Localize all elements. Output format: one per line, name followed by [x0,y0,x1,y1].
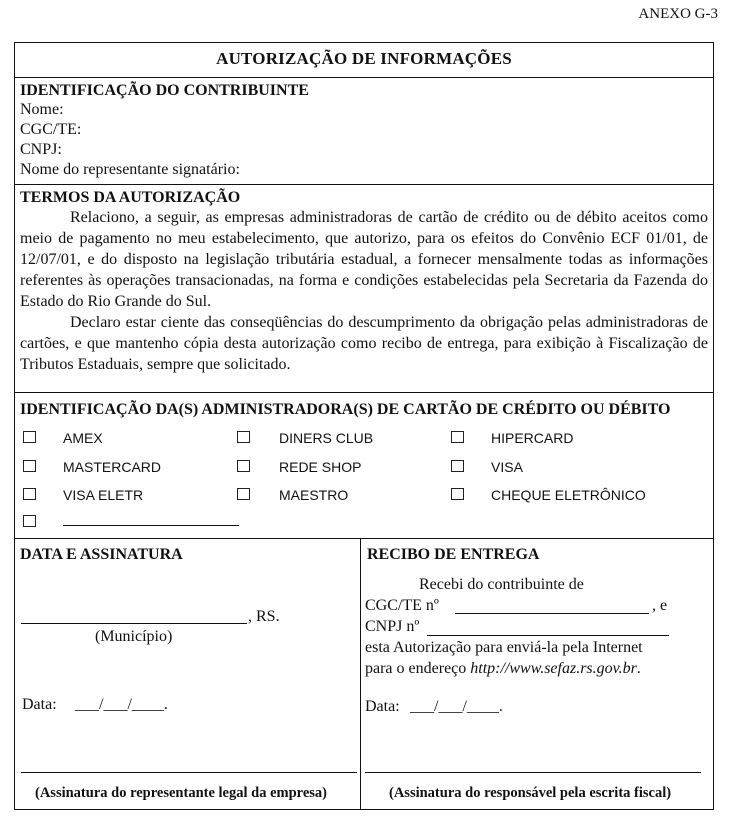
address-prefix: para o endereço [365,660,467,677]
authorization-form [14,42,714,810]
receipt-date-label: Data: [365,698,400,715]
receipt-cgc-te-field[interactable] [455,613,649,614]
other-checkbox[interactable] [23,515,36,527]
receipt-heading: RECIBO DE ENTREGA [367,546,540,563]
received-text: Recebi do contribuinte de [419,576,584,593]
rede-shop-label: REDE SHOP [279,459,362,475]
maestro-checkbox[interactable] [237,488,250,500]
administrators-section [15,392,713,538]
municipality-field[interactable] [21,623,247,624]
mastercard-checkbox[interactable] [23,460,36,472]
date-field[interactable]: ___/___/____. [75,696,168,713]
visa-eletr-label: VISA ELETR [63,487,144,503]
fiscal-responsible-signature-line [365,772,701,773]
date-signature-heading: DATA E ASSINATURA [20,546,183,563]
annex-label: ANEXO G-3 [638,6,718,22]
hipercard-label: HIPERCARD [491,430,574,446]
receipt-cnpj-field[interactable] [427,635,669,636]
diners-club-checkbox[interactable] [237,431,250,443]
cgc-suffix: , e [652,597,668,614]
amex-label: AMEX [63,430,103,446]
bottom-section [15,538,713,809]
cnpj-field[interactable]: CNPJ: [20,141,62,158]
terms-paragraph-1: Relaciono, a seguir, as empresas administradoras de cartão de crédito ou de débito aceitos como meio de pagamento no meu estabelecimento, que autorizo, para os efeitos do Convênio ECF 01/01, de 12/07/01, e do disposto na legislação tributária estadual, a fornecer mensalmente todas as informações referentes às operações transacionadas, na forma e condições estabelecidas pela Secretaria da Fazenda do Estado do Rio Grande do Sul. [20,209,708,310]
administrators-heading: IDENTIFICAÇÃO DA(S) ADMINISTRADORA(S) DE CARTÃO DE CRÉDITO OU DÉBITO [20,401,671,418]
mastercard-label: MASTERCARD [63,459,162,475]
other-administrator-field[interactable] [63,525,239,526]
cgc-te-label: CGC/TE nº [365,597,439,614]
legal-representative-signature-line [21,772,357,773]
fiscal-responsible-signature-caption: (Assinatura do responsável pela escrita fiscal) [389,785,672,801]
authorization-text: esta Autorização para enviá-la pela Internet [365,639,643,656]
cnpj-label: CNPJ nº [365,618,420,635]
cheque-eletronico-checkbox[interactable] [451,488,464,500]
form-title: AUTORIZAÇÃO DE INFORMAÇÕES [216,49,512,68]
bottom-divider [360,539,361,809]
municipality-caption: (Município) [95,628,173,645]
cheque-eletronico-label: CHEQUE ELETRÔNICO [491,487,646,503]
sefaz-url-link[interactable]: http://www.sefaz.rs.gov.br [470,660,637,677]
diners-club-label: DINERS CLUB [279,430,374,446]
maestro-label: MAESTRO [279,487,349,503]
state-suffix: , RS. [248,608,280,625]
contributor-heading: IDENTIFICAÇÃO DO CONTRIBUINTE [20,82,309,99]
address-line [365,659,641,679]
contributor-section [15,77,713,182]
visa-label: VISA [491,459,523,475]
name-field[interactable]: Nome: [20,101,64,118]
date-label: Data: [22,696,57,713]
representative-name-field[interactable]: Nome do representante signatário: [20,161,240,178]
terms-paragraph-2: Declaro estar ciente das conseqüências do descumprimento da obrigação pelas administradoras de cartões, e que mantenho cópia desta autorização como recibo de entrega, para exibição à Fiscalização de Tributos Estaduais, sempre que solicitado. [20,314,708,373]
terms-section [15,184,713,383]
amex-checkbox[interactable] [23,431,36,443]
terms-heading: TERMOS DA AUTORIZAÇÃO [20,189,241,206]
visa-eletr-checkbox[interactable] [23,488,36,500]
cgc-te-field[interactable]: CGC/TE: [20,121,82,138]
rede-shop-checkbox[interactable] [237,460,250,472]
visa-checkbox[interactable] [451,460,464,472]
receipt-date-field[interactable]: ___/___/____. [410,698,503,715]
hipercard-checkbox[interactable] [451,431,464,443]
legal-representative-signature-caption: (Assinatura do representante legal da empresa) [35,785,327,801]
address-end: . [636,660,641,677]
